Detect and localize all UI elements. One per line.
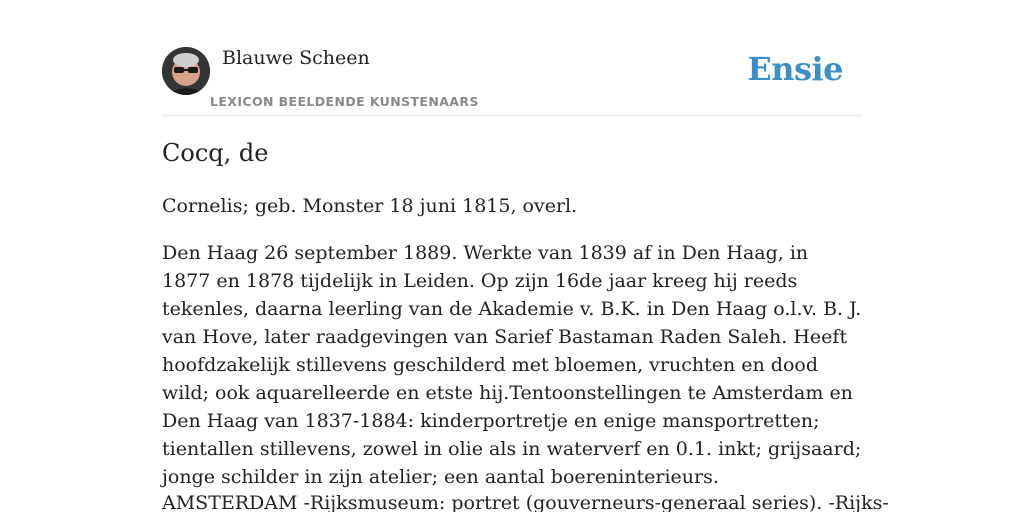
- article-paragraph: Cornelis; geb. Monster 18 juni 1815, overl.: [162, 195, 578, 217]
- article-paragraph: AMSTERDAM -Rijksmuseum: portret (gouverneurs-generaal series). -Rijks-: [162, 492, 889, 512]
- avatar-image: [162, 47, 210, 95]
- header: [162, 46, 862, 116]
- page-title: Cocq, de: [162, 139, 269, 167]
- collection-label[interactable]: LEXICON BEELDENDE KUNSTENAARS: [210, 94, 479, 109]
- brand-logo[interactable]: Ensie: [747, 50, 843, 88]
- author-name[interactable]: Blauwe Scheen: [222, 47, 370, 69]
- article-paragraph: Den Haag 26 september 1889. Werkte van 1839 af in Den Haag, in 1877 en 1878 tijdelijk in Leiden. Op zijn 16de jaar kreeg hij reeds tekenles, daarna leerling van de Akademie v. B.K. in Den Haag o.l.v. B. J. van Hove, later raadgevingen van Sarief Bastaman Raden Saleh. Heeft hoofdzakelijk stillevens geschilderd met bloemen, vruchten en dood wild; ook aquarelleerde en etste hij.Tentoonstellingen te Amsterdam en Den Haag van 1837-1884: kinderportretje en enige mansportretten; tientallen stillevens, zowel in olie als in waterverf en 0.1. inkt; grijsaard; jonge schilder in zijn atelier; een aantal boereninterieurs.: [162, 242, 862, 488]
- avatar[interactable]: [162, 47, 210, 95]
